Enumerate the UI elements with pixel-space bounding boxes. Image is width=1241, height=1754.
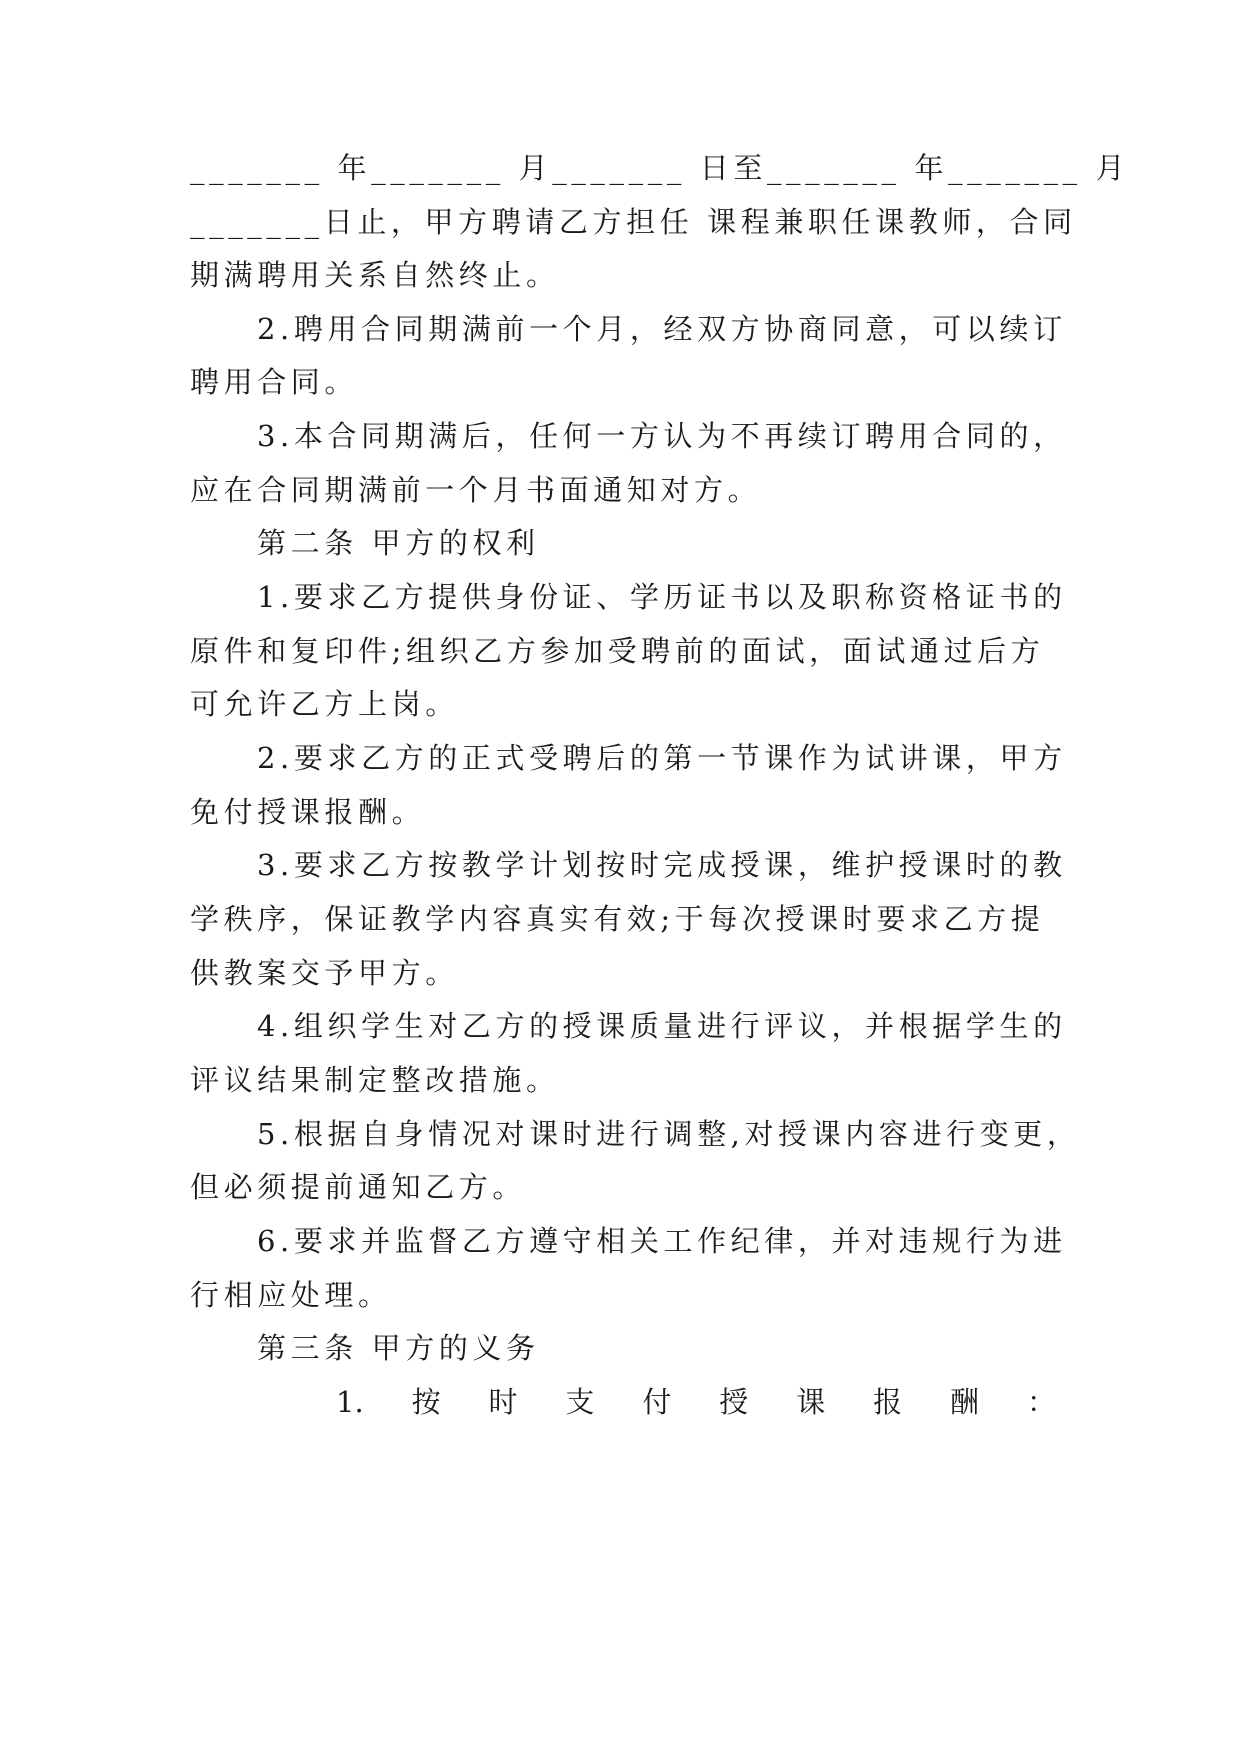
party-a-right-1-cont-2: 可允许乙方上岗。: [190, 687, 459, 721]
clause-termination-notice: 3.本合同期满后，任何一方认为不再续订聘用合同的，: [257, 419, 1067, 453]
party-a-right-1-cont: 原件和复印件;组织乙方参加受聘前的面试，面试通过后方: [190, 634, 1045, 668]
duty-1-char: 授: [719, 1385, 749, 1419]
party-a-right-4: 4.组织学生对乙方的授课质量进行评议，并根据学生的: [257, 1009, 1067, 1043]
duty-1-char: 报: [873, 1385, 903, 1419]
party-a-duty-1: [336, 1384, 1056, 1420]
party-a-right-3-cont: 学秩序，保证教学内容真实有效;于每次授课时要求乙方提: [190, 902, 1045, 936]
party-a-right-1: 1.要求乙方提供身份证、学历证书以及职称资格证书的: [257, 580, 1067, 614]
party-a-right-2: 2.要求乙方的正式受聘后的第一节课作为试讲课，甲方: [257, 741, 1067, 775]
contract-term-line-3: 期满聘用关系自然终止。: [190, 258, 560, 292]
party-a-right-5: 5.根据自身情况对课时进行调整,对授课内容进行变更，: [257, 1117, 1081, 1151]
duty-1-char: ：: [1026, 1385, 1056, 1419]
party-a-right-4-cont: 评议结果制定整改措施。: [190, 1063, 560, 1097]
party-a-right-3: 3.要求乙方按教学计划按时完成授课，维护授课时的教: [257, 848, 1067, 882]
party-a-right-6-cont: 行相应处理。: [190, 1278, 392, 1312]
party-a-right-3-cont-2: 供教案交予甲方。: [190, 956, 459, 990]
duty-1-char: 课: [796, 1385, 826, 1419]
duty-1-char: 付: [642, 1385, 672, 1419]
duty-1-char: 支: [565, 1385, 595, 1419]
duty-1-char: 酬: [950, 1385, 980, 1419]
party-a-right-2-cont: 免付授课报酬。: [190, 795, 426, 829]
article-3-heading: 第三条 甲方的义务: [257, 1331, 540, 1365]
article-2-heading: 第二条 甲方的权利: [257, 526, 540, 560]
party-a-right-6: 6.要求并监督乙方遵守相关工作纪律，并对违规行为进: [257, 1224, 1067, 1258]
contract-term-line-2: _______日止，甲方聘请乙方担任 课程兼职任课教师，合同: [190, 205, 1077, 239]
contract-term-dates-line: _______ 年_______ 月_______ 日至_______ 年_______ 月: [190, 151, 1130, 185]
duty-1-char: 时: [488, 1385, 518, 1419]
duty-1-char: 按: [411, 1385, 441, 1419]
duty-1-char: 1.: [336, 1385, 364, 1419]
clause-renewal: 2.聘用合同期满前一个月，经双方协商同意，可以续订: [257, 312, 1067, 346]
clause-renewal-cont: 聘用合同。: [190, 365, 359, 399]
clause-termination-notice-cont: 应在合同期满前一个月书面通知对方。: [190, 473, 762, 507]
party-a-right-5-cont: 但必须提前通知乙方。: [190, 1170, 527, 1204]
